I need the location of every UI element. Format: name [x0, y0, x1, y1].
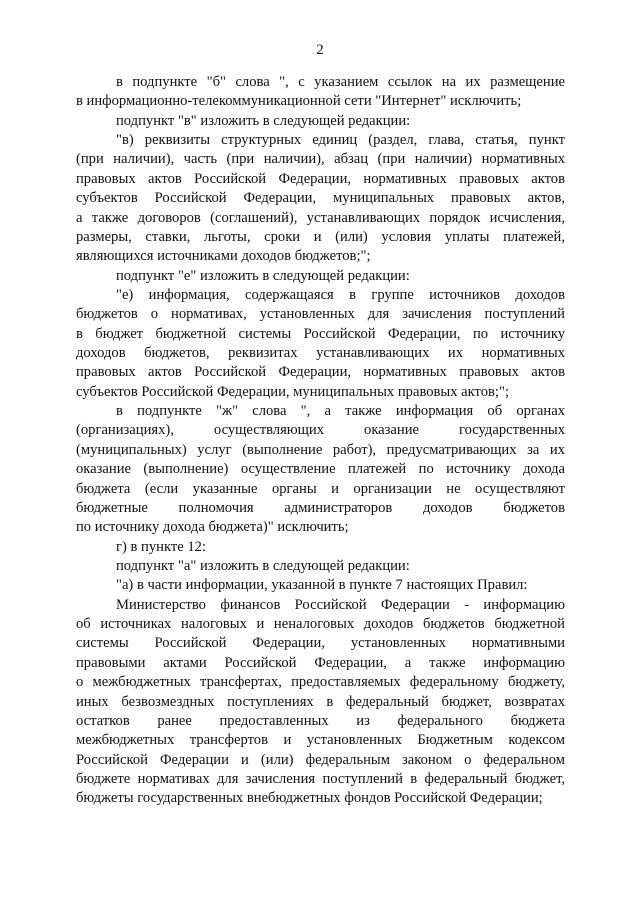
text-line: остатков ранее предоставленных из федерального бюджета — [76, 712, 565, 729]
text-line: бюджете нормативах для зачисления поступлений в федеральный бюджет, — [76, 770, 565, 787]
text-line: бюджета (если указанные органы и организации не осуществляют — [76, 480, 565, 497]
text-line: (при наличии), часть (при наличии), абзац (при наличии) нормативных — [76, 151, 565, 168]
text-line: о межбюджетных трансфертах, предоставляемых федеральному бюджету, — [76, 674, 565, 691]
text-line: в бюджет бюджетной системы Российской Федерации, по источнику — [76, 325, 565, 342]
text-line: г) в пункте 12: — [116, 538, 206, 555]
text-line: доходов бюджетов, реквизитах устанавливающих их нормативных — [76, 345, 565, 362]
text-line: в подпункте "ж" слова ", а также информация об органах — [116, 403, 565, 420]
text-line: межбюджетных трансфертов и установленных Бюджетным кодексом — [76, 732, 565, 749]
paragraph — [76, 112, 565, 131]
text-line: правовыми актами Российской Федерации, а также информацию — [76, 654, 565, 671]
text-line: об источниках налоговых и неналоговых доходов бюджетов бюджетной — [76, 616, 565, 633]
paragraph — [76, 557, 565, 576]
paragraph — [76, 131, 565, 267]
text-line: (организациях), осуществляющих оказание государственных — [76, 422, 565, 439]
paragraph — [76, 538, 565, 557]
text-line: субъектов Российской Федерации, муниципальных правовых актов;"; — [76, 383, 509, 400]
paragraph — [76, 576, 565, 595]
text-line: подпункт "е" изложить в следующей редакции: — [116, 267, 410, 284]
text-line: размеры, ставки, льготы, сроки и (или) условия уплаты платежей, — [76, 228, 565, 245]
text-line: Российской Федерации и (или) федеральным законом о федеральном — [76, 751, 565, 768]
text-line: а также договоров (соглашений), устанавливающих порядок исчисления, — [76, 209, 565, 226]
paragraph — [76, 286, 565, 402]
text-line: "а) в части информации, указанной в пункте 7 настоящих Правил: — [116, 577, 528, 594]
text-line: системы Российской Федерации, установленных нормативными — [76, 635, 565, 652]
text-line: Министерство финансов Российской Федерации - информацию — [116, 596, 565, 613]
text-line: по источнику дохода бюджета)" исключить; — [76, 519, 349, 536]
paragraph — [76, 267, 565, 286]
text-line: "е) информация, содержащаяся в группе источников доходов — [116, 286, 565, 303]
text-line: подпункт "в" изложить в следующей редакции: — [116, 112, 411, 129]
text-line: являющихся источниками доходов бюджетов;"; — [76, 248, 371, 265]
text-line: (муниципальных) услуг (выполнение работ), предусматривающих за их — [76, 441, 565, 458]
text-line: в подпункте "б" слова ", с указанием ссылок на их размещение — [116, 74, 565, 90]
text-line: подпункт "а" изложить в следующей редакции: — [116, 557, 410, 574]
text-line: иных безвозмездных поступлениях в федеральный бюджет, возвратах — [76, 693, 565, 710]
text-line: правовых актов Российской Федерации, нормативных правовых актов — [76, 364, 565, 381]
document-body — [76, 73, 565, 809]
text-line: оказание (выполнение) осуществление платежей по источнику дохода — [76, 461, 565, 478]
paragraph — [76, 596, 565, 809]
text-line: бюджеты государственных внебюджетных фондов Российской Федерации; — [76, 790, 543, 807]
text-line: правовых актов Российской Федерации, нормативных правовых актов — [76, 170, 565, 187]
text-line: в информационно-телекоммуникационной сети "Интернет" исключить; — [76, 93, 522, 110]
text-line: "в) реквизиты структурных единиц (раздел, глава, статья, пункт — [116, 132, 565, 149]
text-line: субъектов Российской Федерации, муниципальных правовых актов, — [76, 190, 565, 207]
paragraph — [76, 402, 565, 538]
text-line: бюджетов о нормативах, установленных для зачисления поступлений — [76, 306, 565, 323]
text-line: бюджетные полномочия администраторов доходов бюджетов — [76, 499, 565, 516]
page-number: 2 — [316, 42, 324, 58]
paragraph — [76, 73, 565, 112]
